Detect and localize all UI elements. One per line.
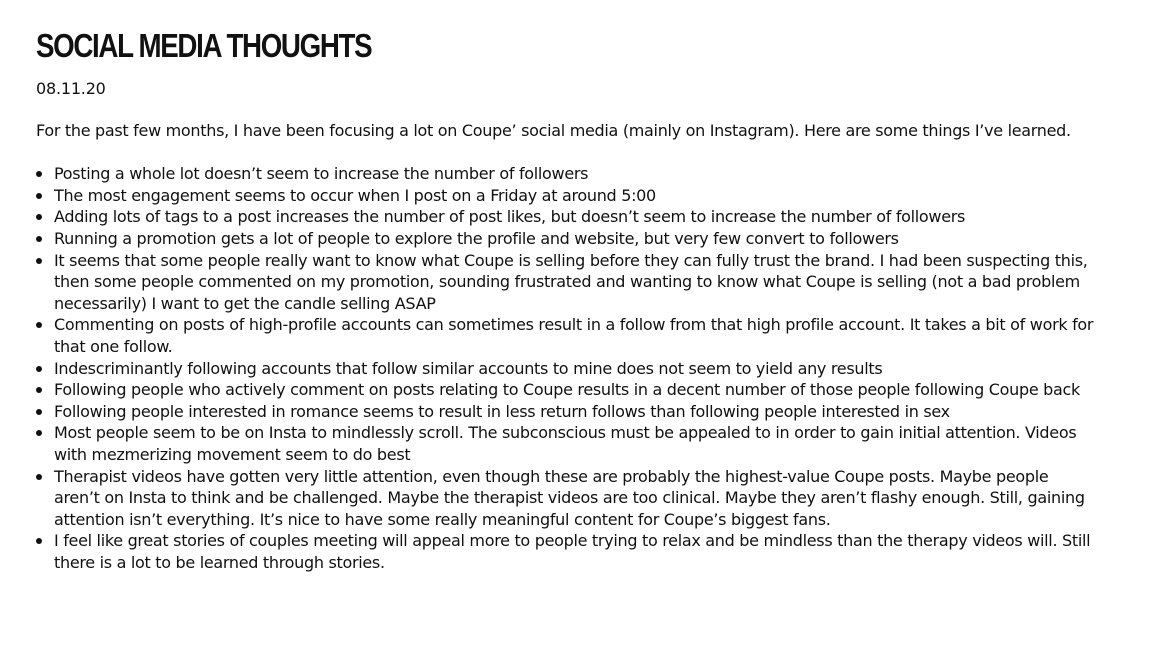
intro-paragraph: For the past few months, I have been focusing a lot on Coupe’ social media (mainly on Instagram). Here are some things I’ve learned.: [36, 121, 1071, 140]
list-item: [36, 379, 1096, 401]
bullet-dot-icon: [36, 258, 42, 264]
bullet-dot-icon: [36, 193, 42, 199]
bullet-dot-icon: [36, 214, 42, 220]
bullet-dot-icon: [36, 474, 42, 480]
list-item-text: I feel like great stories of couples meeting will appeal more to people trying to relax and be mindless than the therapy videos will. Still there is a lot to be learned through stories.: [54, 531, 1091, 572]
list-item-text: Running a promotion gets a lot of people to explore the profile and website, but very few convert to followers: [54, 228, 899, 248]
bullet-dot-icon: [36, 236, 42, 242]
list-item-text: It seems that some people really want to know what Coupe is selling before they can fully trust the brand. I had been suspecting this, then some people commented on my promotion, sounding frustrated and wanting to know what Coupe is selling (not a bad problem necessarily) I want to get the candle selling ASAP: [54, 250, 1088, 313]
list-item: [36, 163, 1096, 185]
list-item: [36, 314, 1096, 357]
list-item: [36, 228, 1096, 250]
list-item: [36, 422, 1096, 465]
list-item-text: Adding lots of tags to a post increases the number of post likes, but doesn’t seem to increase the number of followers: [54, 207, 966, 227]
list-item: [36, 250, 1096, 315]
document-date: 08.11.20: [36, 79, 106, 98]
bullet-dot-icon: [36, 171, 42, 177]
list-item-text: Therapist videos have gotten very little attention, even though these are probably the highest-value Coupe posts. Maybe people aren’t on Insta to think and be challenged. Maybe the therapist videos are too clinical. Maybe they aren’t flashy enough. Still, gaining attention isn’t everything. It’s nice to have some really meaningful content for Coupe’s biggest fans.: [54, 466, 1085, 529]
list-item-text: Posting a whole lot doesn’t seem to increase the number of followers: [54, 164, 589, 184]
list-item: [36, 401, 1096, 423]
bullet-dot-icon: [36, 366, 42, 372]
list-item-text: Indescriminantly following accounts that follow similar accounts to mine does not seem to yield any results: [54, 358, 883, 378]
list-item: [36, 466, 1096, 531]
list-item: [36, 358, 1096, 380]
list-item: [36, 206, 1096, 228]
page-title: SOCIAL MEDIA THOUGHTS: [36, 27, 372, 64]
list-item-text: Most people seem to be on Insta to mindlessly scroll. The subconscious must be appealed to in order to gain initial attention. Videos with mezmerizing movement seem to do best: [54, 423, 1077, 464]
bullet-dot-icon: [36, 430, 42, 436]
bullet-dot-icon: [36, 387, 42, 393]
list-item-text: Following people interested in romance seems to result in less return follows than following people interested in sex: [54, 401, 950, 421]
bullet-dot-icon: [36, 322, 42, 328]
list-item-text: Following people who actively comment on posts relating to Coupe results in a decent number of those people following Coupe back: [54, 380, 1080, 400]
list-item-text: Commenting on posts of high-profile accounts can sometimes result in a follow from that high profile account. It takes a bit of work for that one follow.: [54, 315, 1094, 356]
list-item: [36, 530, 1096, 573]
list-item: [36, 185, 1096, 207]
bullet-list: [36, 163, 1096, 573]
list-item-text: The most engagement seems to occur when I post on a Friday at around 5:00: [54, 185, 656, 205]
bullet-dot-icon: [36, 409, 42, 415]
bullet-dot-icon: [36, 538, 42, 544]
document-page: [36, 26, 1096, 573]
